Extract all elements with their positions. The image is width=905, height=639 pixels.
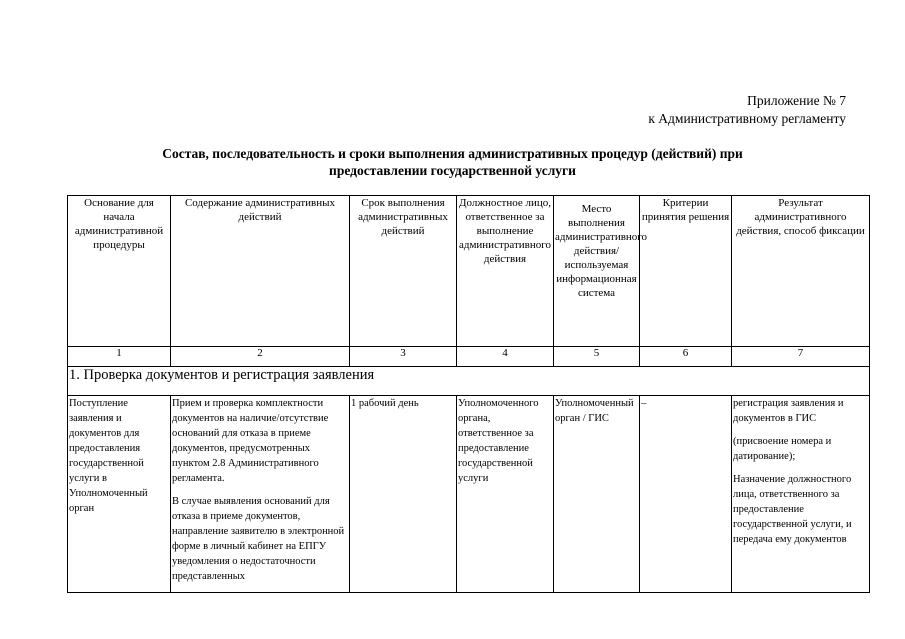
header-place: Место выполнения административного действия/ используемая информационная система	[554, 196, 640, 347]
document-title-line1: Состав, последовательность и сроки выполнения административных процедур (действий) при	[162, 146, 743, 161]
column-number: 3	[350, 347, 457, 367]
cell-criteria: –	[640, 396, 732, 593]
cell-place: Уполномоченный орган / ГИС	[554, 396, 640, 593]
section-title: 1. Проверка документов и регистрация заявления	[68, 367, 870, 396]
cell-basis: Поступление заявления и документов для предоставления государственной услуги в Уполномоченный орган	[68, 396, 171, 593]
appendix-header	[648, 92, 846, 128]
cell-official: Уполномоченного органа, ответственное за предоставление государственной услуги	[457, 396, 554, 593]
header-term: Срок выполнения административных действий	[350, 196, 457, 347]
cell-result	[732, 396, 870, 593]
result-paragraph: (присвоение номера и датирование);	[733, 436, 832, 462]
result-paragraph: регистрация заявления и документов в ГИС	[733, 398, 844, 424]
column-number-row	[68, 347, 870, 367]
cell-term: 1 рабочий день	[350, 396, 457, 593]
column-number: 7	[732, 347, 870, 367]
column-number: 1	[68, 347, 171, 367]
cell-content	[171, 396, 350, 593]
column-number: 2	[171, 347, 350, 367]
section-row	[68, 367, 870, 396]
header-row	[68, 196, 870, 347]
result-paragraph: Назначение должностного лица, ответственного за предоставление государственной услуги, и передача ему документов	[733, 474, 852, 545]
header-criteria: Критерии принятия решения	[640, 196, 732, 347]
procedures-table	[67, 195, 870, 593]
appendix-reference: к Административному регламенту	[648, 111, 846, 126]
header-basis: Основание для начала административной процедуры	[68, 196, 171, 347]
document-title	[0, 145, 905, 179]
column-number: 5	[554, 347, 640, 367]
header-content: Содержание административных действий	[171, 196, 350, 347]
column-number: 6	[640, 347, 732, 367]
column-number: 4	[457, 347, 554, 367]
header-result: Результат административного действия, способ фиксации	[732, 196, 870, 347]
header-official: Должностное лицо, ответственное за выполнение административного действия	[457, 196, 554, 347]
document-title-line2: предоставлении государственной услуги	[329, 163, 576, 178]
content-paragraph: Прием и проверка комплектности документов на наличие/отсутствие оснований для отказа в приеме документов, предусмотренных пунктом 2.8 Административного регламента.	[172, 398, 329, 484]
content-paragraph: В случае выявления оснований для отказа в приеме документов, направление заявителю в электронной форме в личный кабинет на ЕПГУ уведомления о недостаточности представленных	[172, 496, 345, 582]
appendix-number: Приложение № 7	[747, 93, 846, 108]
table-row	[68, 396, 870, 593]
